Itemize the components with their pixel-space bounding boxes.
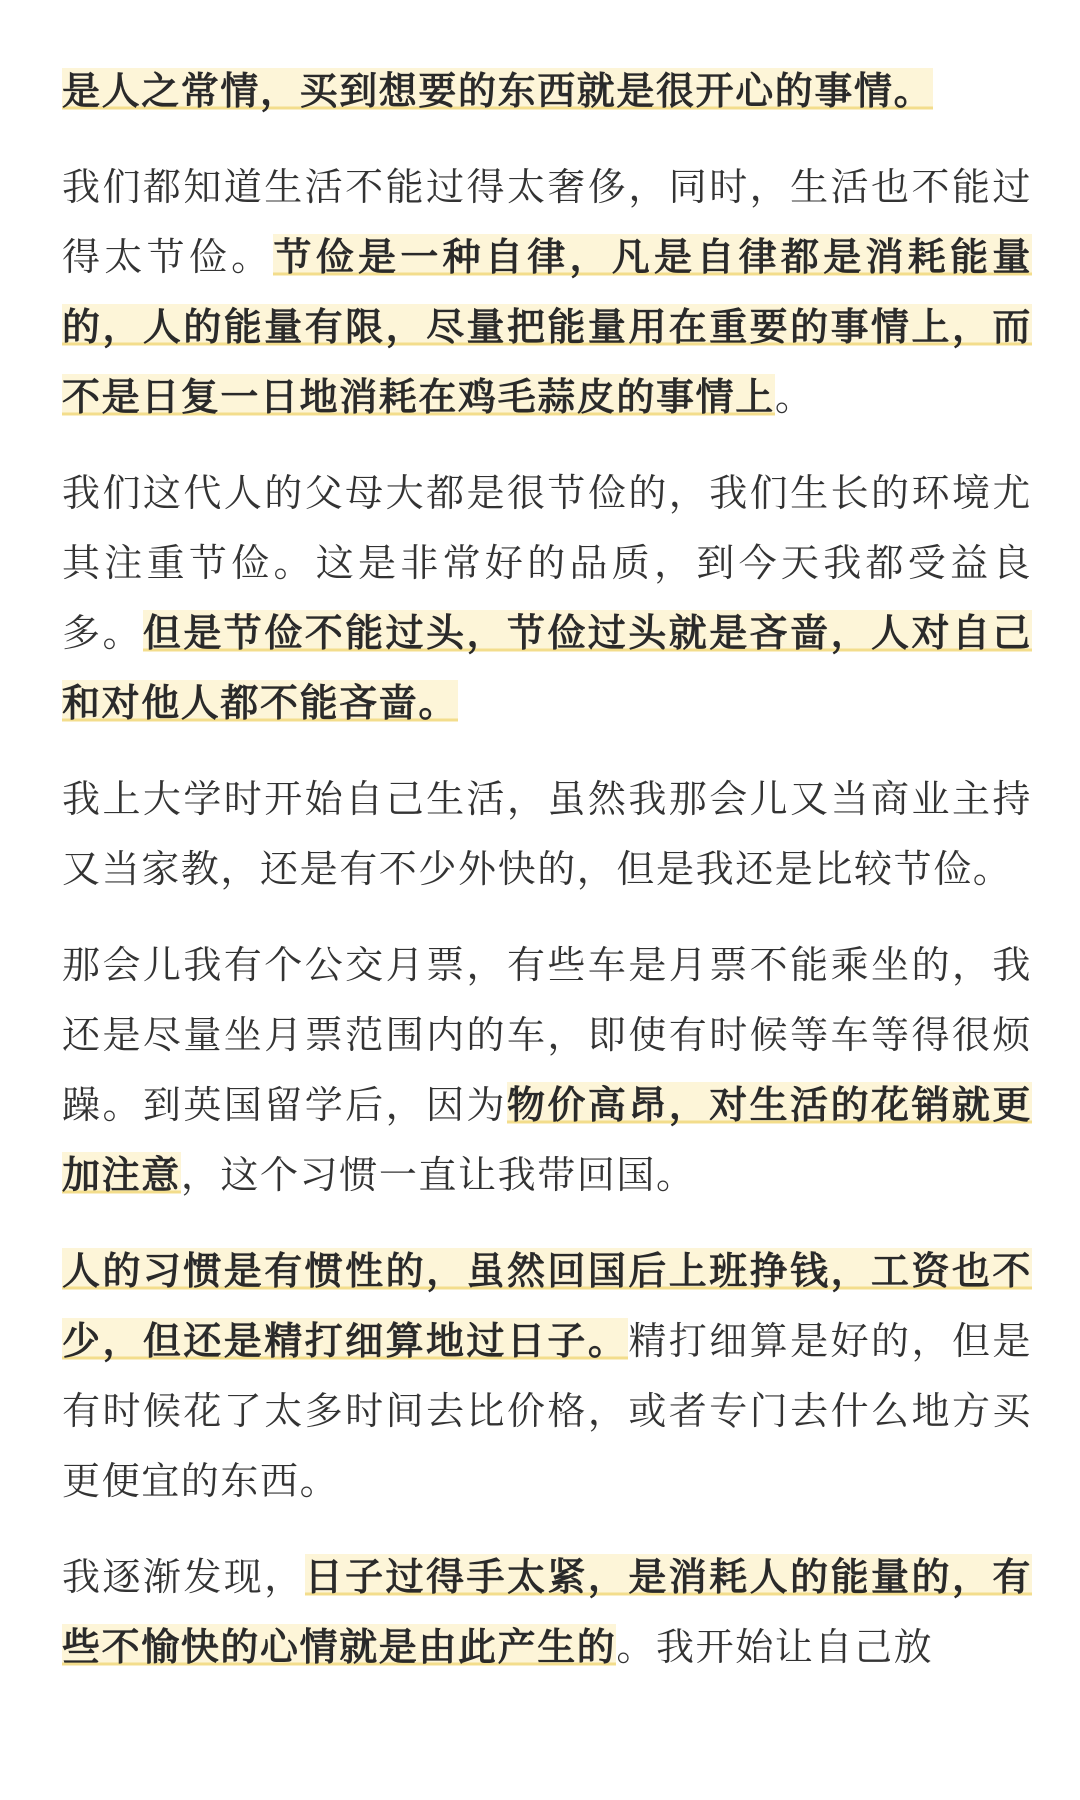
body-text: 。: [774, 375, 815, 419]
paragraph: [62, 930, 1032, 1210]
paragraph: [62, 1236, 1032, 1516]
highlighted-text: 物价高昂，对生活的花销就更加注意: [62, 1082, 1032, 1197]
highlighted-text: 日子过得手太紧，是消耗人的能量的，有些不愉快的心情就是由此产生的: [62, 1554, 1032, 1669]
paragraph: [62, 152, 1032, 432]
paragraph: [62, 1542, 1032, 1682]
paragraph: [62, 458, 1032, 738]
body-text: 那会儿我有个公交月票，有些车是月票不能乘坐的，我还是尽量坐月票范围内的车，即使有时候等车等得很烦躁。到英国留学后，因为: [62, 943, 1032, 1127]
body-text: ，这个习惯一直让我带回国。: [180, 1153, 696, 1197]
body-text: 。我开始让自己放: [616, 1625, 934, 1669]
highlighted-text: 是人之常情，买到想要的东西就是很开心的事情。: [62, 68, 934, 113]
highlighted-text: 但是节俭不能过头，节俭过头就是吝啬，人对自己和对他人都不能吝啬。: [62, 610, 1032, 725]
highlighted-text: 人的习惯是有惯性的，虽然回国后上班挣钱，工资也不少，但还是精打细算地过日子。: [62, 1248, 1032, 1363]
body-text: 我们都知道生活不能过得太奢侈，同时，生活也不能过得太节俭。: [62, 165, 1032, 279]
paragraph: [62, 56, 1032, 126]
body-text: 精打细算是好的，但是有时候花了太多时间去比价格，或者专门去什么地方买更便宜的东西。: [62, 1319, 1032, 1503]
paragraph: [62, 764, 1032, 904]
article-body: [62, 56, 1032, 1708]
body-text: 我们这代人的父母大都是很节俭的，我们生长的环境尤其注重节俭。这是非常好的品质，到今天我都受益良多。: [62, 471, 1032, 655]
body-text: 我上大学时开始自己生活，虽然我那会儿又当商业主持又当家教，还是有不少外快的，但是我还是比较节俭。: [62, 777, 1032, 891]
body-text: 我逐渐发现，: [62, 1555, 305, 1599]
highlighted-text: 节俭是一种自律，凡是自律都是消耗能量的，人的能量有限，尽量把能量用在重要的事情上，而不是日复一日地消耗在鸡毛蒜皮的事情上: [62, 234, 1032, 419]
